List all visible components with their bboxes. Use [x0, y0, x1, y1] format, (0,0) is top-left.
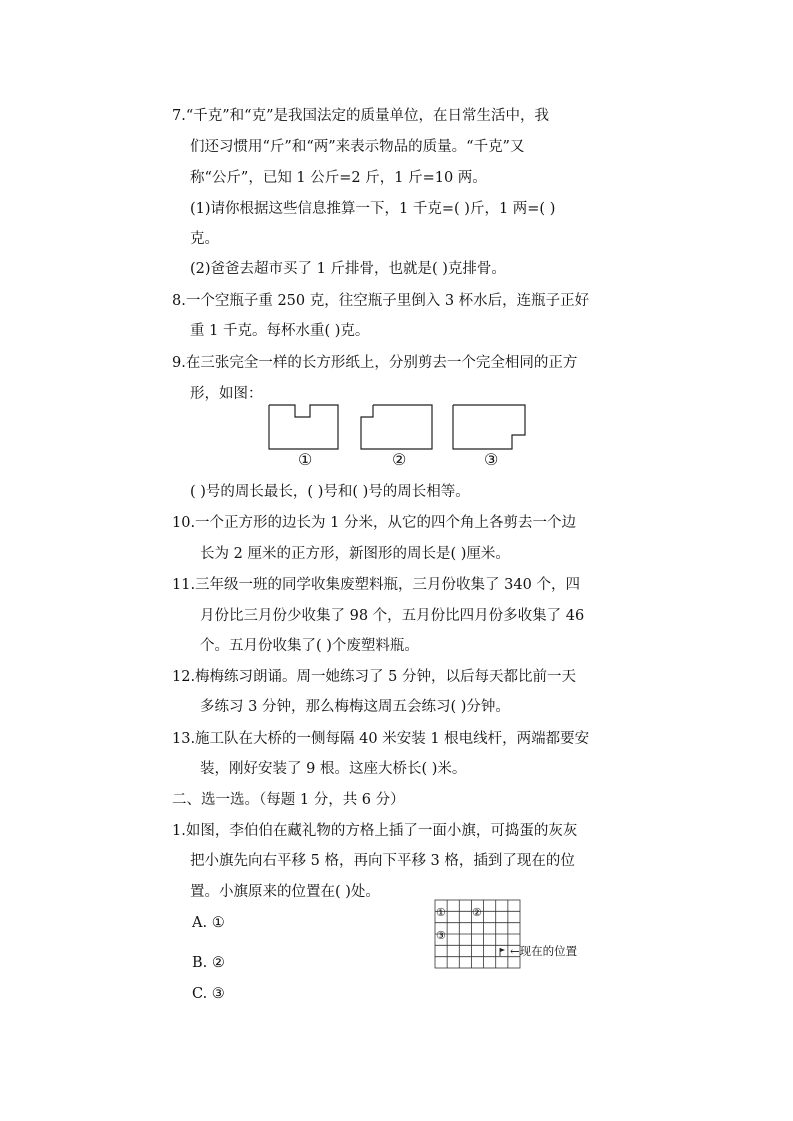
q9-line-2: 形，如图： — [190, 386, 263, 402]
q7-line-2: 们还习惯用“斤”和“两”来表示物品的质量。“千克”又 — [190, 139, 525, 155]
q11-line-3: 个。五月份收集了( )个废塑料瓶。 — [200, 638, 419, 654]
q9-answer-line: ( )号的周长最长，( )号和( )号的周长相等。 — [190, 484, 470, 500]
q13-line-2: 装，刚好安装了 9 根。这座大桥长( )米。 — [200, 761, 467, 777]
figure-caption-1: ① — [298, 450, 313, 469]
grid-mark-3: ③ — [436, 929, 446, 942]
q12-line-2: 多练习 3 分钟，那么梅梅这周五会练习( )分钟。 — [200, 699, 510, 715]
grid-figure — [432, 896, 592, 972]
grid-mark-1: ① — [436, 906, 446, 919]
mc1-option-a: A. ① — [192, 915, 225, 931]
q8-line-2: 重 1 千克。每杯水重( )克。 — [190, 323, 370, 339]
q9-line-1: 9.在三张完全一样的长方形纸上，分别剪去一个完全相同的正方 — [172, 355, 578, 371]
q10-line-2: 长为 2 厘米的正方形，新图形的周长是( )厘米。 — [200, 546, 510, 562]
q11-line-1: 11.三年级一班的同学收集废塑料瓶，三月份收集了 340 个，四 — [172, 577, 580, 593]
section-2-title: 二、选一选。（每题 1 分，共 6 分） — [172, 792, 405, 808]
current-position-label: ←现在的位置 — [510, 944, 578, 958]
q7-line-1: 7.“千克”和“克”是我国法定的质量单位，在日常生活中，我 — [172, 108, 549, 124]
q10-line-1: 10.一个正方形的边长为 1 分米，从它的四个角上各剪去一个边 — [172, 515, 577, 531]
mc1-option-c: C. ③ — [192, 986, 225, 1002]
flag-icon — [500, 948, 505, 956]
q7-line-3: 称“公斤”，已知 1 公斤=2 斤，1 斤=10 两。 — [190, 170, 487, 186]
figure-shape-2 — [360, 403, 440, 451]
q11-line-2: 月份比三月份少收集了 98 个，五月份比四月份多收集了 46 — [200, 608, 585, 624]
figure-caption-3: ③ — [484, 450, 499, 469]
q12-line-1: 12.梅梅练习朗诵。周一她练习了 5 分钟，以后每天都比前一天 — [172, 669, 577, 685]
figure-shape-1 — [268, 403, 348, 451]
q7-sub2: (2)爸爸去超市买了 1 斤排骨，也就是( )克排骨。 — [190, 261, 506, 277]
mc1-line-1: 1.如图，李伯伯在藏礼物的方格上插了一面小旗，可捣蛋的灰灰 — [172, 823, 578, 839]
mc1-line-3: 置。小旗原来的位置在( )处。 — [190, 884, 380, 900]
figure-shape-3 — [452, 403, 532, 451]
q13-line-1: 13.施工队在大桥的一侧每隔 40 米安装 1 根电线杆，两端都要安 — [172, 731, 590, 747]
mc1-line-2: 把小旗先向右平移 5 格，再向下平移 3 格，插到了现在的位 — [190, 853, 575, 869]
q7-sub1-line-1: (1)请你根据这些信息推算一下，1 千克=( )斤，1 两=( ) — [190, 201, 556, 217]
q8-line-1: 8.一个空瓶子重 250 克，往空瓶子里倒入 3 杯水后，连瓶子正好 — [172, 293, 590, 309]
q7-sub1-line-2: 克。 — [190, 231, 219, 247]
mc1-option-b: B. ② — [192, 955, 225, 971]
figure-caption-2: ② — [392, 450, 407, 469]
grid-mark-2: ② — [472, 906, 482, 919]
